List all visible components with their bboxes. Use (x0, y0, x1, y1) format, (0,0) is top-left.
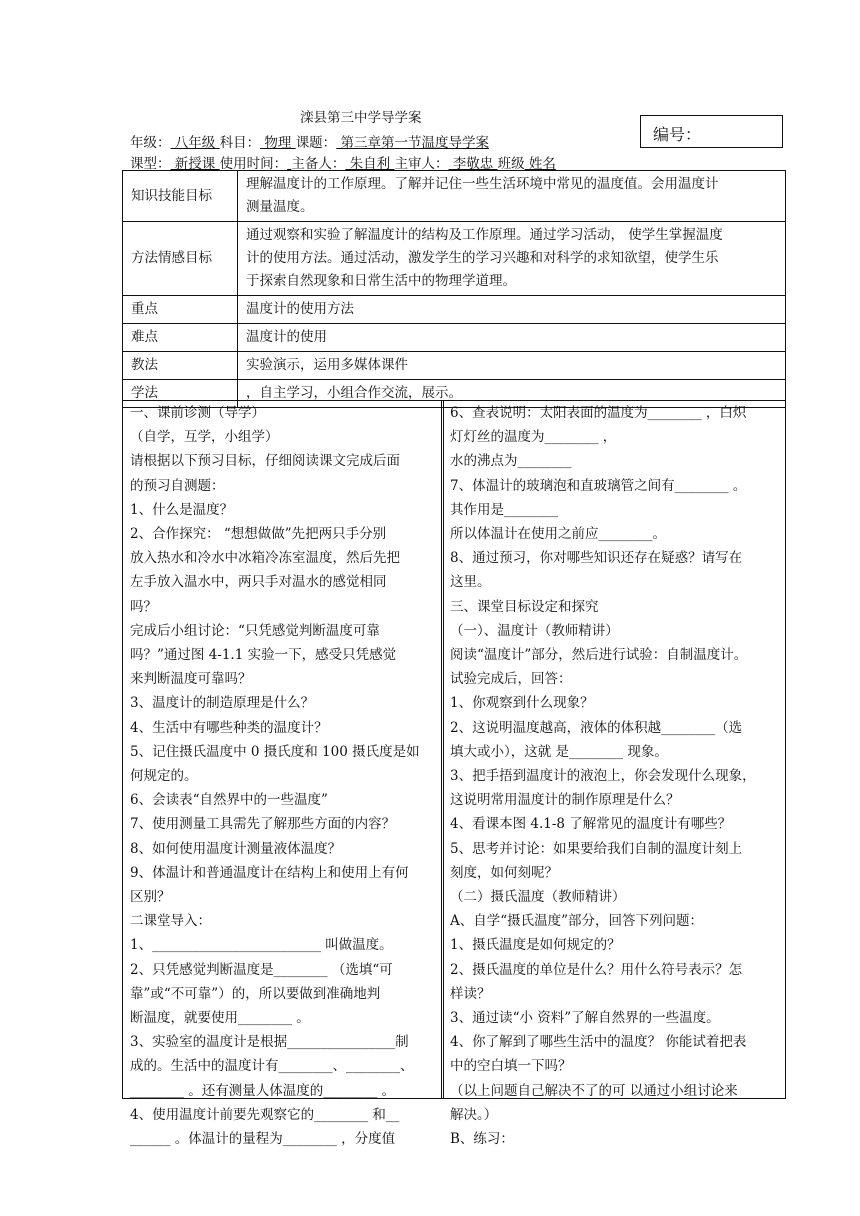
content-line: 8、通过预习，你对哪些知识还存在疑惑？请写在 (450, 550, 743, 567)
content-line: 3、温度计的制造原理是什么？ (130, 695, 315, 712)
content-line: 完成后小组讨论：“只凭感觉判断温度可靠 (130, 622, 380, 639)
content-line: 何规定的。 (130, 768, 198, 785)
objective-key: 知识技能目标 (123, 171, 238, 222)
class-label: 班级 (497, 156, 525, 172)
objective-key: 方法情感目标 (123, 222, 238, 296)
content-line: 放入热水和冷水中冰箱冷冻室温度，然后先把 (130, 550, 400, 567)
content-line: 1、_________________________ 叫做温度。 (130, 937, 393, 954)
type-value: 新授课 (170, 156, 220, 172)
content-line: ________ 。还有测量人体温度的________ 。 (130, 1082, 396, 1099)
content-line: 吗？ (130, 598, 157, 615)
subject-value: 物理 (260, 135, 296, 151)
objective-value: 温度计的使用方法 (238, 296, 786, 324)
topic-value: 第三章第一节温度导学案 (336, 135, 489, 151)
objective-line: 于探索自然现象和日常生活中的物理学道理。 (246, 273, 516, 289)
content-line: 成的。生活中的温度计有________、________、 (130, 1058, 414, 1075)
content-line: 二课堂导入： (130, 913, 211, 930)
objective-value (238, 171, 786, 222)
content-line: 3、把手捂到温度计的液泡上，你会发现什么现象， (450, 768, 756, 785)
content-line: 灯灯丝的温度为________ ， (450, 429, 617, 446)
column-divider (441, 401, 444, 1098)
objective-key: 重点 (123, 296, 238, 324)
content-line: 三、课堂目标设定和探究 (450, 598, 599, 615)
content-line: 6、会读表“自然界中的一些温度” (130, 792, 328, 809)
content-line: 1、什么是温度？ (130, 501, 234, 518)
content-line: 请根据以下预习目标，仔细阅读课文完成后面 (130, 453, 400, 470)
objective-value: 实验演示，运用多媒体课件 (238, 352, 786, 380)
content-line: 阅读“温度计”部分，然后进行试验：自制温度计。 (450, 647, 748, 664)
objective-line: 测量温度。 (246, 199, 314, 215)
content-line: 的预习自测题： (130, 477, 225, 494)
preparer-label: 主备人： (291, 156, 346, 172)
content-line: 填大或小），这就 是________ 现象。 (450, 743, 668, 760)
content-line: （一）、温度计（教师精讲） (450, 622, 619, 639)
content-line: 左手放入温水中，两只手对温水的感觉相同 (130, 574, 387, 591)
usetime-label: 使用时间： (219, 156, 288, 172)
objective-value (238, 222, 786, 296)
content-line: 水的沸点为________ (450, 453, 572, 470)
objective-row (123, 352, 786, 380)
content-line: B、练习： (450, 1131, 514, 1148)
content-line: 2、合作探究： “想想做做”先把两只手分别 (130, 526, 387, 543)
study-content-box (122, 400, 786, 1148)
content-line: （以上问题自己解决不了的可 以通过小组讨论来 (450, 1082, 738, 1099)
content-line: 试验完成后，回答： (450, 671, 572, 688)
grade-label: 年级： (130, 135, 171, 151)
objective-key: 难点 (123, 324, 238, 352)
content-line: 这里。 (450, 574, 491, 591)
content-line: 2、只凭感觉判断温度是________ （选填“可 (130, 961, 393, 978)
code-label: 编号： (653, 125, 702, 144)
content-line: 5、思考并讨论：如果要给我们自制的温度计刻上 (450, 840, 743, 857)
content-line: 区别？ (130, 889, 171, 906)
reviewer-label: 主审人： (394, 156, 449, 172)
content-line: 这说明常用温度计的制作原理是什么？ (450, 792, 680, 809)
content-line: 7、使用测量工具需先了解那些方面的内容？ (130, 816, 396, 833)
school-title: 滦县第三中学导学案 (300, 110, 422, 126)
objective-row (123, 222, 786, 296)
content-line: 所以体温计在使用之前应________。 (450, 526, 666, 543)
content-line: 5、记住摄氏温度中 0 摄氏度和 100 摄氏度是如 (130, 743, 420, 760)
objective-line: 理解温度计的工作原理。了解并记住一些生活环境中常见的温度值。会用温度计 (246, 176, 719, 192)
objective-row (123, 171, 786, 222)
objectives-table (122, 170, 786, 408)
content-line: 解决。） (450, 1106, 498, 1123)
header-row-1 (130, 131, 489, 151)
left-column (130, 401, 438, 1151)
content-line: （二）摄氏温度（教师精讲） (450, 889, 626, 906)
subject-label: 科目： (219, 135, 261, 151)
content-line: （自学，互学，小组学） (130, 429, 279, 446)
objective-key: 教法 (123, 352, 238, 380)
content-line: 断温度，就要使用________ 。 (130, 1010, 310, 1027)
objective-row (123, 296, 786, 324)
content-line: 中的空白填一下吗？ (450, 1058, 572, 1075)
content-line: 1、摄氏温度是如何规定的？ (450, 937, 621, 954)
content-line: 4、看课本图 4.1-8 了解常见的温度计有哪些？ (450, 816, 732, 833)
content-line: 一、课前诊测（导学） (130, 405, 265, 421)
right-column (450, 401, 780, 1151)
objective-value: 温度计的使用 (238, 324, 786, 352)
code-box (640, 115, 783, 148)
preparer-value: 朱自利 (345, 156, 395, 172)
objective-key: 学法 (123, 380, 238, 408)
content-line: 其作用是________ (450, 501, 558, 518)
content-line: 4、生活中有哪些种类的温度计？ (130, 719, 328, 736)
header-row-2 (130, 152, 556, 172)
content-line: 刻度，如何刻呢？ (450, 864, 558, 881)
type-label: 课型： (130, 156, 171, 172)
content-line: 1、你观察到什么现象？ (450, 695, 594, 712)
content-line: 3、实验室的温度计是根据________________制 (130, 1034, 409, 1051)
content-line: 样读？ (450, 985, 491, 1002)
content-line: 9、体温计和普通温度计在结构上和使用上有何 (130, 864, 409, 881)
content-line: 2、摄氏温度的单位是什么？用什么符号表示？怎 (450, 961, 743, 978)
content-line: ______ 。体温计的量程为________ ，分度值 (130, 1131, 396, 1148)
content-line: 6、查表说明：太阳表面的温度为________ ，白炽 (450, 405, 747, 421)
content-line: 8、如何使用温度计测量液体温度？ (130, 840, 342, 857)
content-line: 4、你了解到了哪些生活中的温度？ 你能试着把表 (450, 1034, 747, 1051)
objective-line: 计的使用方法。通过活动，激发学生的学习兴趣和对科学的求知欲望，使学生乐 (246, 250, 719, 266)
reviewer-value: 李敬忠 (448, 156, 498, 172)
name-label: 姓名 (528, 156, 556, 172)
objective-value: ，自主学习，小组合作交流，展示。 (238, 380, 786, 408)
objective-row (123, 324, 786, 352)
content-line: 来判断温度可靠吗？ (130, 671, 252, 688)
content-line: 4、使用温度计前要先观察它的________ 和__ (130, 1106, 400, 1123)
content-line: 7、体温计的玻璃泡和直玻璃管之间有________ 。 (450, 477, 747, 494)
grade-value: 八年级 (170, 135, 220, 151)
content-line: 靠”或“不可靠”）的，所以要做到准确地判 (130, 985, 381, 1002)
content-line: 3、通过读“小 资料”了解自然界的一些温度。 (450, 1010, 720, 1027)
content-line: A、自学“摄氏温度”部分，回答下列问题： (450, 913, 704, 930)
content-line: 吗？”通过图 4-1.1 实验一下，感受只凭感觉 (130, 647, 397, 664)
objective-line: 通过观察和实验了解温度计的结构及工作原理。通过学习活动， 使学生掌握温度 (246, 227, 723, 243)
topic-label: 课题： (295, 135, 337, 151)
content-line: 2、这说明温度越高，液体的体积越________（选 (450, 719, 743, 736)
